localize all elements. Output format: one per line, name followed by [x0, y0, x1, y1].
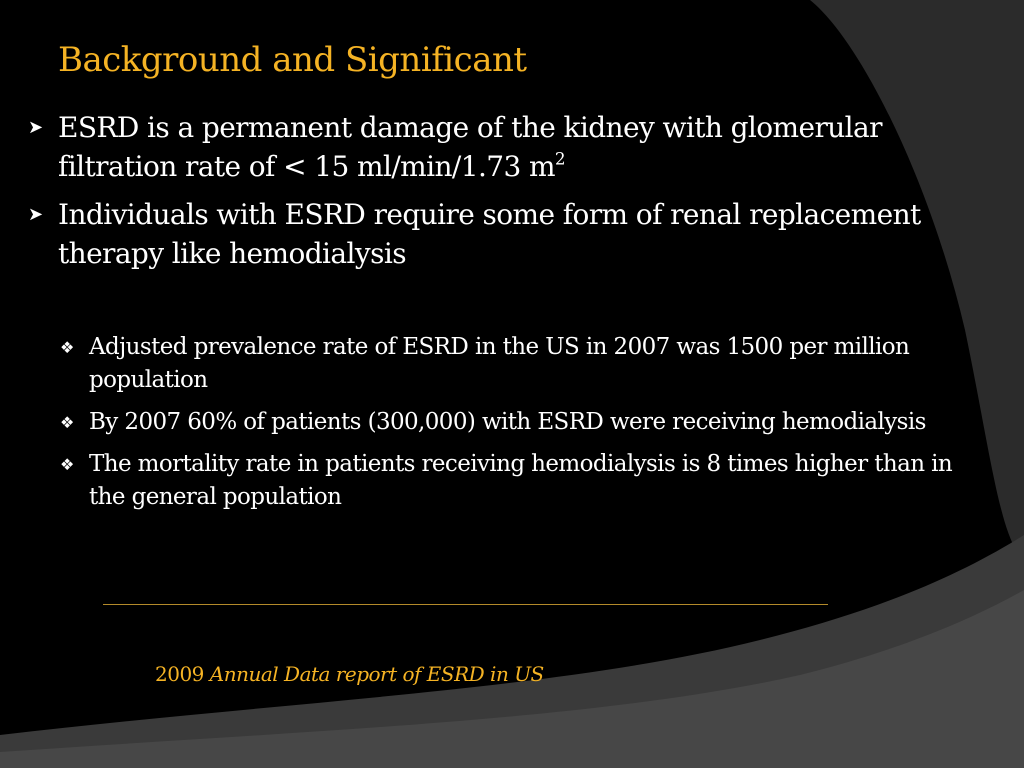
- sub-bullet-3-text: The mortality rate in patients receiving hemodialysis is 8 times higher than in the general population: [89, 451, 953, 510]
- superscript-exponent: 2: [554, 148, 565, 169]
- source-title: Annual Data report of ESRD in US: [209, 662, 544, 686]
- sub-bullet-2-text: By 2007 60% of patients (300,000) with ESRD were receiving hemodialysis: [89, 409, 926, 435]
- diamond-bullet-icon: ❖: [60, 455, 74, 474]
- diamond-bullet-icon: ❖: [60, 338, 74, 357]
- sub-bullet-1: [60, 331, 980, 397]
- slide-title: Background and Significant: [58, 40, 527, 80]
- arrow-bullet-icon: ➤: [28, 117, 43, 138]
- main-bullet-list: [28, 108, 978, 282]
- main-bullet-1-body: ESRD is a permanent damage of the kidney with glomerular filtration rate of < 15 ml/min/1.73 m: [58, 111, 882, 183]
- main-bullet-1-text: [58, 108, 978, 186]
- source-year: 2009: [155, 662, 210, 686]
- source-citation: [155, 662, 544, 686]
- main-bullet-1: [28, 108, 978, 186]
- sub-bullet-3: [60, 448, 980, 514]
- arrow-bullet-icon: ➤: [28, 204, 43, 225]
- main-bullet-2-text: Individuals with ESRD require some form of renal replacement therapy like hemodialysis: [58, 198, 921, 270]
- sub-bullet-list: [60, 331, 980, 523]
- sub-bullet-2: [60, 406, 980, 439]
- sub-bullet-1-text: Adjusted prevalence rate of ESRD in the US in 2007 was 1500 per million population: [89, 334, 910, 393]
- divider-line: [103, 604, 828, 605]
- main-bullet-2: [28, 195, 978, 273]
- diamond-bullet-icon: ❖: [60, 413, 74, 432]
